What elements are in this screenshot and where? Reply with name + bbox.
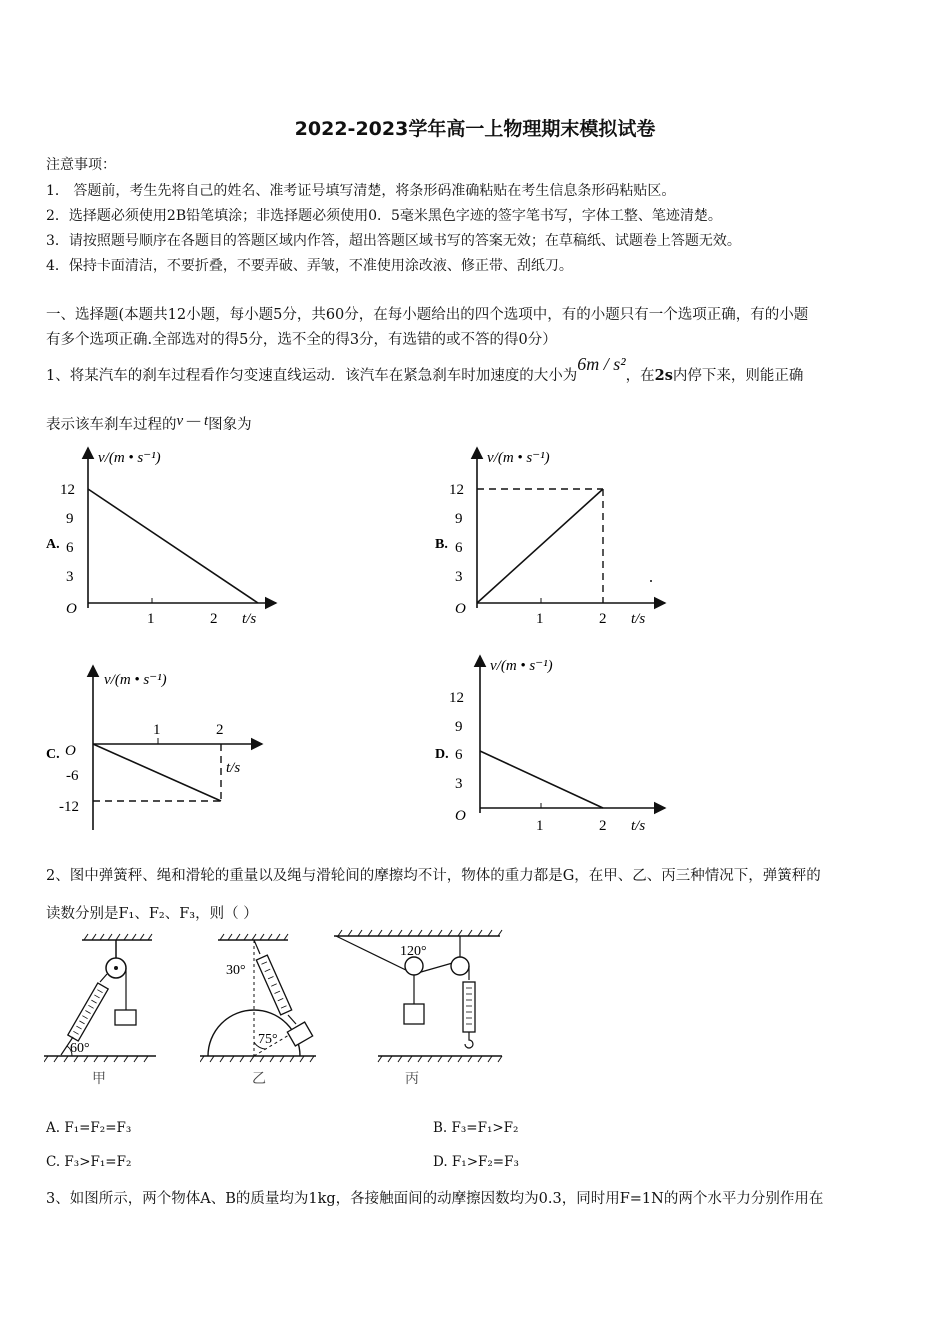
graph-c-xtick: 2 [216, 722, 224, 738]
graph-d-label: D. [435, 747, 449, 762]
graph-a-ytick: 3 [66, 569, 74, 585]
graph-b-dot [650, 580, 652, 582]
graph-d-xtick: 1 [536, 818, 544, 834]
graph-a-ylabel: v/(m • s⁻¹) [98, 450, 161, 466]
notice-item: 1． 答题前，考生先将自己的姓名、准考证号填写清楚，将条形码准确粘贴在考生信息条形码粘贴区。 [46, 183, 676, 199]
q2-choice-b[interactable]: B. F₃=F₁>F₂ [433, 1120, 519, 1136]
graph-a-xtick: 2 [210, 611, 218, 627]
graph-c-line [93, 744, 221, 801]
q1-time: 2s [654, 367, 673, 384]
graph-c-ytick: -6 [66, 768, 79, 784]
graph-a-ytick: 6 [66, 540, 74, 556]
spring-scale [256, 955, 291, 1015]
q1-line2a: 表示该车刹车过程的 [46, 417, 177, 433]
ceiling-hatch [84, 934, 152, 940]
notice-item: 4．保持卡面清洁，不要折叠，不要弄破、弄皱，不准使用涂改液、修正带、刮纸刀。 [46, 258, 573, 274]
figure-jia-name: 甲 [92, 1072, 106, 1087]
graph-b-ytick: 6 [455, 540, 463, 556]
section-instructions-1: 一、选择题(本题共12小题，每小题5分，共60分，在每小题给出的四个选项中，有的小题只有一个选项正确，有的小题 [46, 307, 809, 323]
movable-pulley [405, 957, 423, 975]
graph-d [433, 650, 673, 840]
hook [465, 1032, 473, 1048]
graph-d-xlabel: t/s [631, 818, 646, 834]
graph-c-xtick: 1 [153, 722, 161, 738]
figure-jia [44, 930, 169, 1090]
q1-part2: ，在 [625, 368, 655, 384]
q1-vt: v — t [176, 413, 209, 429]
graph-b-ytick: 3 [455, 569, 463, 585]
spring-scale [463, 982, 475, 1032]
graph-d-origin: O [455, 808, 466, 824]
q1-line2b: 图象为 [208, 417, 252, 433]
graph-b-ytick: 12 [449, 482, 464, 498]
graph-c-ytick: -12 [59, 799, 79, 815]
graph-a [44, 440, 284, 635]
q2-choice-a[interactable]: A. F₁=F₂=F₃ [46, 1120, 132, 1136]
angle-label: 75° [258, 1032, 278, 1047]
figure-bing-name: 丙 [405, 1072, 419, 1087]
page-title: 2022-2023学年高一上物理期末模拟试卷 [294, 118, 656, 140]
graph-d-ytick: 3 [455, 776, 463, 792]
graph-b-origin: O [455, 601, 466, 617]
spring-scale [68, 983, 108, 1041]
q1-part3: 内停下来，则能正确 [672, 368, 804, 384]
graph-b-ylabel: v/(m • s⁻¹) [487, 450, 550, 466]
angle-label: 120° [400, 944, 427, 959]
graph-a-xlabel: t/s [242, 611, 257, 627]
fixed-pulley [451, 957, 469, 975]
q1-part1: 1、将某汽车的刹车过程看作匀变速直线运动．该汽车在紧急刹车时加速度的大小为 [46, 368, 578, 384]
graph-d-ytick: 12 [449, 690, 464, 706]
graph-c-origin: O [65, 743, 76, 759]
weight-block [115, 1010, 136, 1025]
graph-a-ytick: 12 [60, 482, 75, 498]
notice-item: 2．选择题必须使用2B铅笔填涂；非选择题必须使用0．5毫米黑色字迹的签字笔书写，字体工整、笔迹清楚。 [46, 208, 722, 224]
graph-d-xtick: 2 [599, 818, 607, 834]
graph-b-xlabel: t/s [631, 611, 646, 627]
weight-block [287, 1022, 312, 1046]
graph-c-ylabel: v/(m • s⁻¹) [104, 672, 167, 688]
graph-d-ylabel: v/(m • s⁻¹) [490, 658, 553, 674]
figure-yi [200, 930, 330, 1090]
graph-d-ytick: 6 [455, 747, 463, 763]
graph-d-line [480, 751, 603, 808]
figure-bing [330, 928, 505, 1090]
q2-choice-c[interactable]: C. F₃>F₁=F₂ [46, 1154, 132, 1170]
graph-b-xtick: 2 [599, 611, 607, 627]
figure-yi-name: 乙 [252, 1072, 266, 1087]
graph-a-origin: O [66, 601, 77, 617]
question-2-text: 2、图中弹簧秤、绳和滑轮的重量以及绳与滑轮间的摩擦均不计，物体的重力都是G，在甲、乙、丙三种情况下，弹簧秤的 [46, 868, 821, 884]
graph-b-line [477, 489, 603, 603]
graph-b-ytick: 9 [455, 511, 463, 527]
graph-b [433, 440, 673, 635]
notice-heading: 注意事项： [46, 157, 116, 173]
weight-block [404, 1004, 424, 1024]
graph-b-label: B. [435, 537, 448, 552]
graph-a-ytick: 9 [66, 511, 74, 527]
graph-c-label: C. [46, 747, 60, 762]
notice-item: 3．请按照题号顺序在各题目的答题区域内作答，超出答题区域书写的答案无效；在草稿纸、试题卷上答题无效。 [46, 233, 741, 249]
question-3-text: 3、如图所示，两个物体A、B的质量均为1kg，各接触面间的动摩擦因数均为0.3，同时用F=1N的两个水平力分别作用在 [46, 1191, 824, 1207]
angle-label: 60° [70, 1041, 90, 1056]
graph-b-xtick: 1 [536, 611, 544, 627]
question-2-text-line2: 读数分别是F₁、F₂、F₃，则（ ） [46, 906, 258, 922]
graph-a-xtick: 1 [147, 611, 155, 627]
graph-c-xlabel: t/s [226, 760, 241, 776]
graph-d-ytick: 9 [455, 719, 463, 735]
q1-acceleration: 6m / s² [577, 354, 626, 374]
question-1-text [46, 354, 804, 385]
graph-a-label: A. [46, 537, 60, 552]
question-1-text-line2 [46, 413, 252, 434]
section-instructions-2: 有多个选项正确.全部选对的得5分，选不全的得3分，有选错的或不答的得0分） [46, 332, 557, 348]
graph-a-line [88, 489, 258, 603]
graph-c [44, 658, 284, 838]
angle-label: 30° [226, 963, 246, 978]
q2-choice-d[interactable]: D. F₁>F₂=F₃ [433, 1154, 519, 1170]
